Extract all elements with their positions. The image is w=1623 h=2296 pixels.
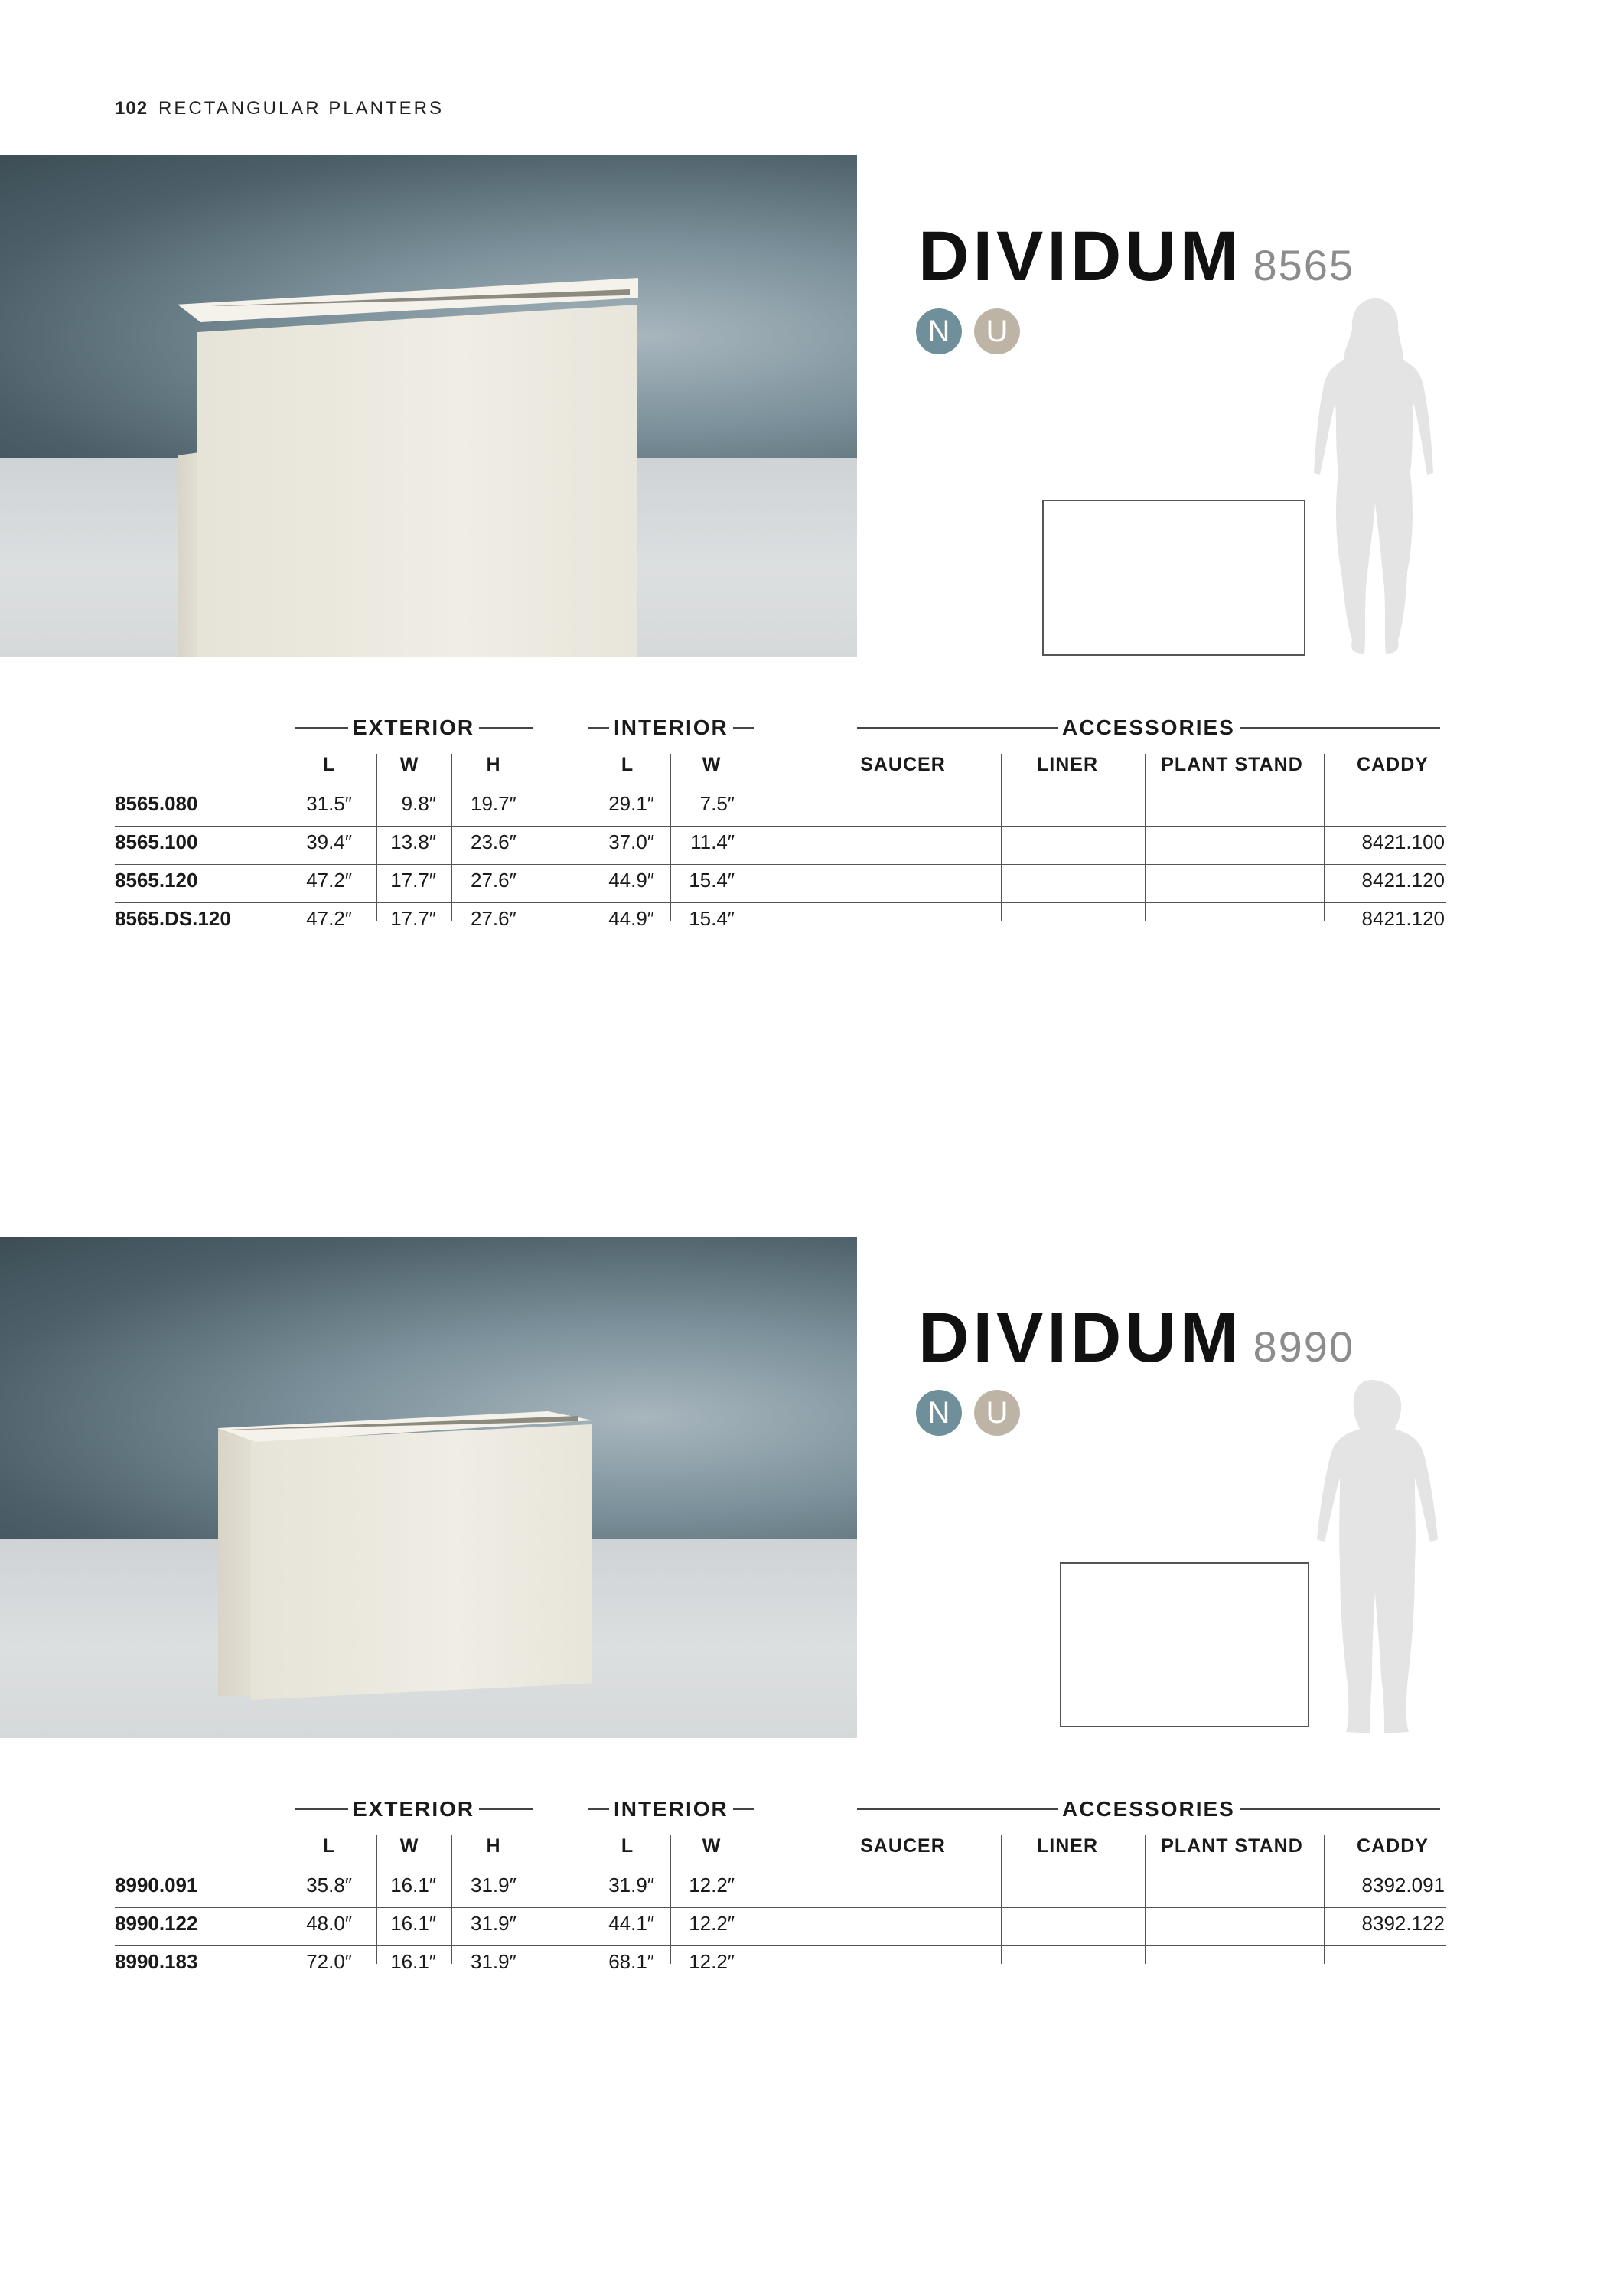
- row-ext-l: 35.8″: [306, 1874, 352, 1896]
- product-name: DIVIDUM: [918, 217, 1243, 295]
- product-code: 8565: [1253, 241, 1355, 289]
- group-accessories: ACCESSORIES: [857, 716, 1440, 740]
- col-caddy: CADDY: [1357, 1835, 1429, 1857]
- row-ext-l: 48.0″: [306, 1912, 352, 1935]
- row-ext-w: 16.1″: [390, 1912, 436, 1935]
- row-ext-h: 31.9″: [471, 1912, 517, 1935]
- badge-n: N: [916, 1390, 962, 1436]
- row-model: 8990.183: [115, 1950, 198, 1973]
- row-model: 8565.DS.120: [115, 907, 231, 930]
- row-ext-w: 13.8″: [390, 830, 436, 853]
- row-int-l: 37.0″: [608, 830, 654, 853]
- dimension-box: [1060, 1562, 1309, 1727]
- col-liner: LINER: [1037, 754, 1098, 775]
- row-ext-l: 47.2″: [306, 869, 352, 892]
- row-caddy: 8392.091: [1361, 1874, 1445, 1896]
- row-ext-w: 16.1″: [390, 1950, 436, 1973]
- row-model: 8565.100: [115, 830, 198, 853]
- row-caddy: 8421.120: [1361, 869, 1445, 892]
- col-ext-h: H: [486, 1835, 501, 1857]
- col-ext-w: W: [399, 754, 419, 775]
- badge-n: N: [916, 308, 962, 354]
- row-int-l: 44.9″: [608, 907, 654, 930]
- row-ext-h: 27.6″: [471, 869, 517, 892]
- col-ext-l: L: [322, 1835, 336, 1857]
- product-photo: [0, 1237, 857, 1738]
- group-exterior: EXTERIOR: [295, 1797, 533, 1821]
- dimension-box: [1042, 500, 1305, 656]
- row-int-w: 12.2″: [689, 1874, 735, 1896]
- row-ext-l: 47.2″: [306, 907, 352, 930]
- product-dividum-8990: [0, 1237, 1623, 2079]
- row-int-w: 15.4″: [689, 869, 735, 892]
- row-int-w: 15.4″: [689, 907, 735, 930]
- row-ext-h: 19.7″: [471, 792, 517, 815]
- row-int-l: 68.1″: [608, 1950, 654, 1973]
- col-caddy: CADDY: [1357, 754, 1429, 775]
- row-caddy: 8421.120: [1361, 907, 1445, 930]
- section-title: RECTANGULAR PLANTERS: [158, 98, 444, 119]
- col-int-w: W: [702, 754, 722, 775]
- col-int-l: L: [621, 1835, 634, 1857]
- woman-silhouette-icon: [1305, 297, 1442, 657]
- row-ext-w: 17.7″: [390, 869, 436, 892]
- col-ext-l: L: [322, 754, 336, 775]
- product-code: 8990: [1253, 1322, 1355, 1371]
- group-interior: INTERIOR: [588, 716, 754, 740]
- col-plant-stand: PLANT STAND: [1161, 754, 1303, 775]
- row-int-w: 12.2″: [689, 1950, 735, 1973]
- row-ext-l: 72.0″: [306, 1950, 352, 1973]
- row-ext-h: 27.6″: [471, 907, 517, 930]
- page-number: 102: [115, 98, 148, 119]
- badge-u: U: [974, 1390, 1020, 1436]
- row-int-w: 7.5″: [699, 792, 735, 815]
- col-int-w: W: [702, 1835, 722, 1857]
- row-ext-h: 31.9″: [471, 1950, 517, 1973]
- group-exterior: EXTERIOR: [295, 716, 533, 740]
- row-ext-w: 9.8″: [401, 792, 436, 815]
- row-int-l: 31.9″: [608, 1874, 654, 1896]
- row-int-l: 29.1″: [608, 792, 654, 815]
- product-title: [918, 1298, 1354, 1378]
- row-ext-w: 16.1″: [390, 1874, 436, 1896]
- row-model: 8990.122: [115, 1912, 198, 1935]
- col-saucer: SAUCER: [860, 1835, 946, 1857]
- row-ext-h: 23.6″: [471, 830, 517, 853]
- col-int-l: L: [621, 754, 634, 775]
- product-photo: [0, 155, 857, 657]
- col-saucer: SAUCER: [860, 754, 946, 775]
- row-caddy: 8421.100: [1361, 830, 1445, 853]
- row-model: 8565.080: [115, 792, 198, 815]
- row-int-w: 12.2″: [689, 1912, 735, 1935]
- col-plant-stand: PLANT STAND: [1161, 1835, 1303, 1857]
- col-liner: LINER: [1037, 1835, 1098, 1857]
- page-header: [115, 98, 444, 119]
- row-caddy: 8392.122: [1361, 1912, 1445, 1935]
- row-ext-w: 17.7″: [390, 907, 436, 930]
- row-model: 8565.120: [115, 869, 198, 892]
- row-int-l: 44.9″: [608, 869, 654, 892]
- col-ext-w: W: [399, 1835, 419, 1857]
- product-name: DIVIDUM: [918, 1299, 1243, 1377]
- badge-u: U: [974, 308, 1020, 354]
- row-ext-h: 31.9″: [471, 1874, 517, 1896]
- col-ext-h: H: [486, 754, 501, 775]
- group-interior: INTERIOR: [588, 1797, 754, 1821]
- row-ext-l: 39.4″: [306, 830, 352, 853]
- group-accessories: ACCESSORIES: [857, 1797, 1440, 1821]
- man-silhouette-icon: [1305, 1378, 1442, 1738]
- row-ext-l: 31.5″: [306, 792, 352, 815]
- row-int-l: 44.1″: [608, 1912, 654, 1935]
- product-title: [918, 217, 1354, 297]
- row-model: 8990.091: [115, 1874, 198, 1896]
- row-int-w: 11.4″: [690, 830, 735, 853]
